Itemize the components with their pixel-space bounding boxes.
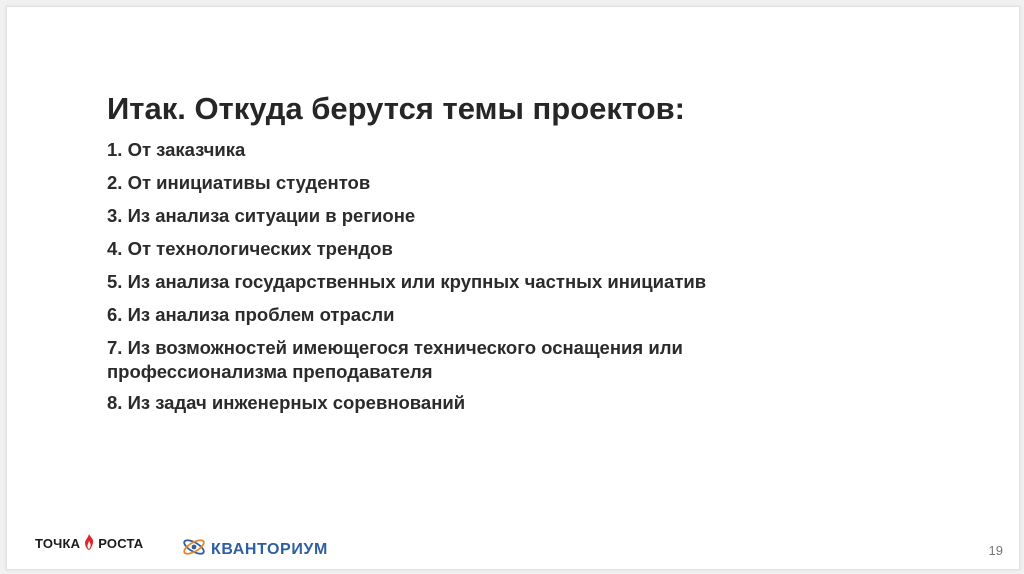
logo-text: КВАНТОРИУМ: [211, 540, 328, 558]
logo-text-left: ТОЧКА: [35, 536, 81, 551]
page-number: 19: [988, 543, 1003, 558]
list-item: 4. От технологических трендов: [107, 238, 393, 259]
list-item: 2. От инициативы студентов: [107, 172, 371, 193]
list-item: 6. Из анализа проблем отрасли: [107, 304, 395, 325]
list-item: 3. Из анализа ситуации в регионе: [107, 205, 416, 226]
logo-text-right: РОСТА: [98, 536, 144, 551]
kvantorium-logo: [181, 536, 328, 563]
list-item: 7. Из возможностей имеющегося технического оснащения или профессионализма преподавателя: [107, 337, 683, 382]
flame-icon: [82, 533, 96, 554]
slide: [6, 6, 1020, 570]
slide-title: Итак. Откуда берутся темы проектов:: [107, 91, 685, 126]
list-item: 8. Из задач инженерных соревнований: [107, 392, 466, 413]
list-item: 1. От заказчика: [107, 139, 246, 160]
list-item: 5. Из анализа государственных или крупных частных инициатив: [107, 271, 707, 292]
atom-icon: [181, 536, 207, 563]
topic-list: [107, 138, 867, 424]
tochka-rosta-logo: [35, 533, 143, 554]
